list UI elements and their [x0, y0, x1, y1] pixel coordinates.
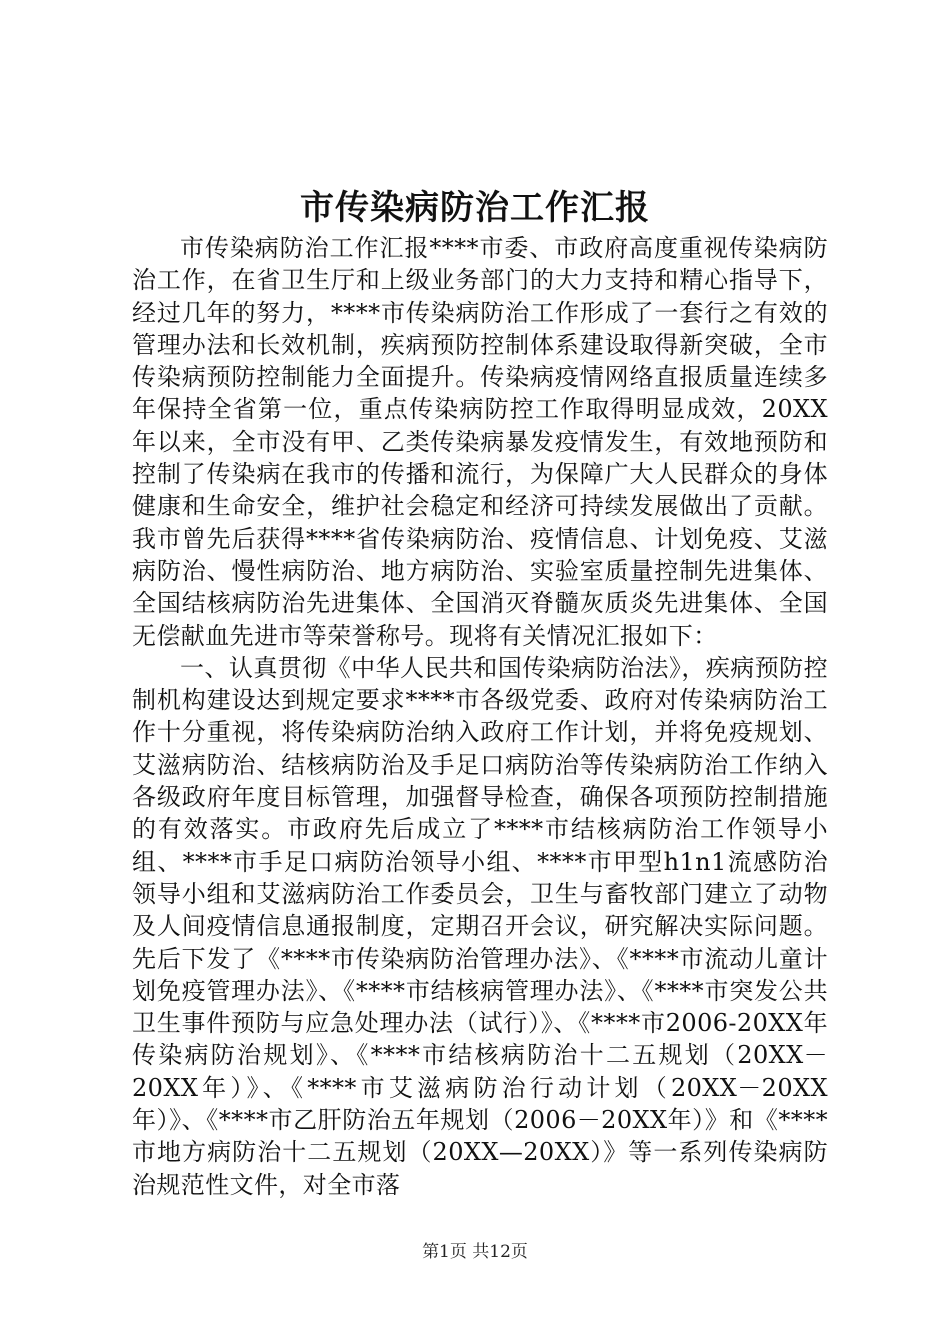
document-title: 市传染病防治工作汇报	[300, 188, 650, 228]
paragraph-section-one: 一、认真贯彻《中华人民共和国传染病防治法》，疾病预防控制机构建设达到规定要求****市各级党委、政府对传染病防治工作十分重视，将传染病防治纳入政府工作计划，并将免疫规划、艾滋病防治、结核病防治及手足口病防治等传染病防治工作纳入各级政府年度目标管理，加强督导检查，确保各项预防控制措施的有效落实。市政府先后成立了****市结核病防治工作领导小组、****市手足口病防治领导小组、****市甲型h1n1流感防治领导小组和艾滋病防治工作委员会，卫生与畜牧部门建立了动物及人间疫情信息通报制度，定期召开会议，研究解决实际问题。先后下发了《****市传染病防治管理办法》、《****市流动儿童计划免疫管理办法》、《****市结核病管理办法》、《****市突发公共卫生事件预防与应急处理办法（试行）》、《****市2006-20XX年传染病防治规划》、《****市结核病防治十二五规划（20XX－20XX年）》、《****市艾滋病防治行动计划（20XX－20XX年）》、《****市乙肝防治五年规划（2006－20XX年）》和《****市地方病防治十二五规划（20XX—20XX）》等一系列传染病防治规范性文件，对全市落	[132, 653, 828, 1199]
paragraph-intro: 市传染病防治工作汇报****市委、市政府高度重视传染病防治工作，在省卫生厅和上级业务部门的大力支持和精心指导下，经过几年的努力，****市传染病防治工作形成了一套行之有效的管理办法和长效机制，疾病预防控制体系建设取得新突破，全市传染病预防控制能力全面提升。传染病疫情网络直报质量连续多年保持全省第一位，重点传染病防控工作取得明显成效，20XX年以来，全市没有甲、乙类传染病暴发疫情发生，有效地预防和控制了传染病在我市的传播和流行，为保障广大人民群众的身体健康和生命安全，维护社会稳定和经济可持续发展做出了贡献。我市曾先后获得****省传染病防治、疫情信息、计划免疫、艾滋病防治、慢性病防治、地方病防治、实验室质量控制先进集体、全国结核病防治先进集体、全国消灭脊髓灰质炎先进集体、全国无偿献血先进市等荣誉称号。现将有关情况汇报如下：	[132, 234, 828, 650]
page-number-footer: 第1页 共12页	[422, 1242, 528, 1262]
document-body	[132, 232, 828, 1201]
